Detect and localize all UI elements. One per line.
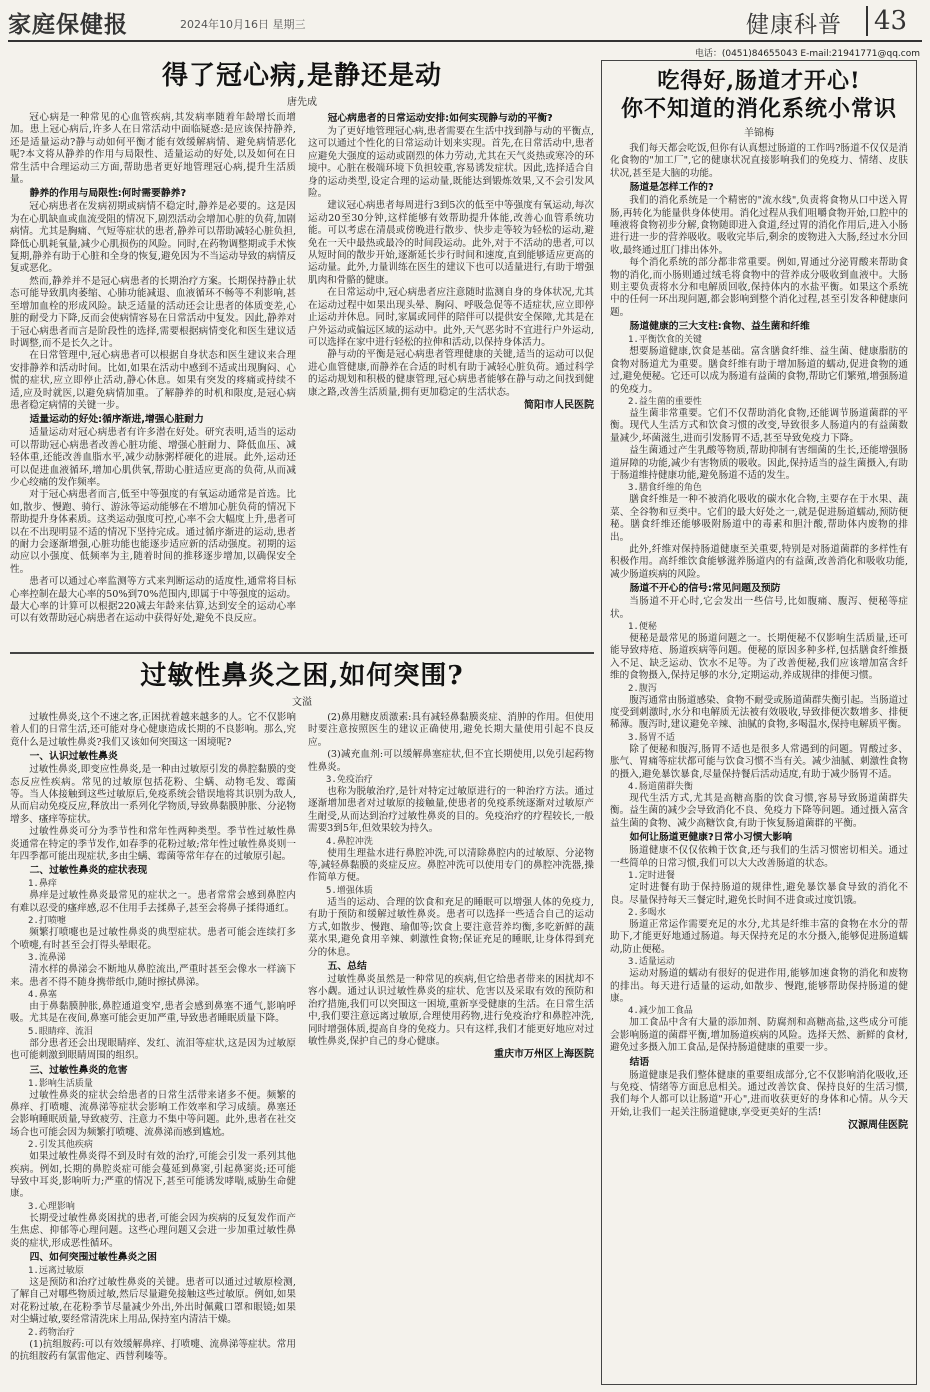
paragraph: 肠道正常运作需要充足的水分,尤其是纤维丰富的食物在水分的帮助下,才能更好地通过肠道。每天保持充足的水分摄入,能够促进肠道蠕动,防止便秘。 bbox=[610, 918, 908, 955]
subheading: 3.肠胃不适 bbox=[628, 732, 675, 743]
paragraph: 加工食品中含有大量的添加剂、防腐剂和高糖高盐,这些成分可能会影响肠道的菌群平衡,增加肠道疾病的风险。选择天然、新鲜的食材,避免过多摄入加工食品,是保持肠道健康的重要一步。 bbox=[610, 1017, 908, 1054]
article-coronary bbox=[10, 60, 594, 645]
date-text: 2024年10月16日 bbox=[180, 18, 269, 31]
paragraph: (3)减充血剂:可以缓解鼻塞症状,但不宜长期使用,以免引起药物性鼻炎。 bbox=[308, 749, 594, 773]
paragraph: 腹泻通常由肠道感染、食物不耐受或肠道菌群失衡引起。当肠道过度受到刺激时,水分和电解质无法被有效吸收,导致排便次数增多、排便稀薄。腹泻时,建议避免辛辣、油腻的食物,多喝温水,保持电解质平衡。 bbox=[610, 694, 908, 731]
weekday-text: 星期三 bbox=[272, 18, 306, 31]
paragraph: 肠道健康不仅仅依赖于饮食,还与我们的生活习惯密切相关。通过一些简单的日常习惯,我们可以大大改善肠道的状态。 bbox=[610, 845, 908, 869]
paragraph: 想要肠道健康,饮食是基础。富含膳食纤维、益生菌、健康脂肪的食物对肠道尤为重要。膳食纤维有助于增加肠道的蠕动,促进食物的通过,避免便秘。它还可以成为肠道有益菌的食物,帮助它们繁殖,增强肠道的免疫力。 bbox=[610, 346, 908, 395]
article-title-line2: 你不知道的消化系统小常识 bbox=[620, 96, 897, 122]
paragraph: 然而,静养并不是冠心病患者的长期治疗方案。长期保持静止状态可能导致肌肉萎缩、心肺功能减退、血液循环不畅等不利影响,甚至增加血栓的形成风险。缺乏适量的活动还会让患者的体质变差,心脏的耐受力下降,反而会使病情容易在日常活动中复发。因此,静养对于冠心病患者而言是阶段性的选择,需要根据病情变化和医生建议适时调整,而不是长久之计。 bbox=[10, 275, 296, 349]
paragraph: 清水样的鼻涕会不断地从鼻腔流出,严重时甚至会像水一样滴下来。患者不得不随身携带纸巾,随时擦拭鼻涕。 bbox=[10, 964, 296, 988]
paragraph: 适量运动对冠心病患者有许多潜在好处。研究表明,适当的运动可以帮助冠心病患者改善心脏功能、增强心脏耐力、降低血压、减轻体重,还能改善血脂水平,减少动脉粥样硬化的进展。此外,运动还可以促进血液循环,增加心肌供氧,帮助心脏适应更高的负荷,从而减少心绞痛的发作频率。 bbox=[10, 427, 296, 488]
article-body bbox=[10, 112, 594, 636]
section-heading: 静养的作用与局限性:何时需要静养? bbox=[29, 188, 187, 200]
article-source: 重庆市万州区上海医院 bbox=[494, 1049, 594, 1061]
paragraph: 定时进餐有助于保持肠道的规律性,避免暴饮暴食导致的消化不良。尽量保持每天三餐定时,避免长时间不进食或过度饥饿。 bbox=[610, 882, 908, 906]
section-heading: 四、如何突围过敏性鼻炎之困 bbox=[29, 1252, 157, 1263]
page-header bbox=[8, 6, 922, 40]
section-heading: 冠心病患者的日常运动安排:如何实现静与动的平衡? bbox=[327, 113, 553, 124]
section-heading: 二、过敏性鼻炎的症状表现 bbox=[29, 865, 148, 877]
paragraph: 长期受过敏性鼻炎困扰的患者,可能会因为疾病的反复发作而产生焦虑、抑郁等心理问题。这些心理问题又会进一步加重过敏性鼻炎的症状,形成恶性循环。 bbox=[10, 1212, 296, 1249]
subheading: 5.眼睛痒、流泪 bbox=[28, 1026, 93, 1037]
paragraph: 益生菌非常重要。它们不仅帮助消化食物,还能调节肠道菌群的平衡。现代人生活方式和饮食习惯的改变,导致很多人肠道内的有益菌数量减少,坏菌滋生,进而引发肠胃不适,甚至导致免疫力下降。 bbox=[610, 407, 908, 444]
paragraph: 频繁打喷嚏也是过敏性鼻炎的典型症状。患者可能会连续打多个喷嚏,有时甚至会打得头晕眼花。 bbox=[10, 927, 296, 951]
paragraph: 我们的消化系统是一个精密的"流水线",负责将食物从口中送入胃肠,再转化为能量供身体使用。消化过程从我们咀嚼食物开始,口腔中的唾液将食物初步分解,食物随即进入食道,经过胃的消化作用后,进入小肠进行进一步的营养吸收。吸收完毕后,剩余的废物进入大肠,经过水分回收,最终通过肛门排出体外。 bbox=[610, 195, 908, 256]
subheading: 5.增强体质 bbox=[326, 885, 373, 896]
paragraph: 适当的运动、合理的饮食和充足的睡眠可以增强人体的免疫力,有助于预防和缓解过敏性鼻炎。患者可以选择一些适合自己的运动方式,如散步、慢跑、瑜伽等;饮食上要注意营养均衡,多吃新鲜的蔬菜水果,避免食用辛辣、刺激性食物;保证充足的睡眠,让身体得到充分的休息。 bbox=[308, 896, 594, 958]
paragraph: 肠道健康是我们整体健康的重要组成部分,它不仅影响消化吸收,还与免疫、情绪等方面息息相关。通过改善饮食、保持良好的生活习惯,我们每个人都可以让肠道"开心",进而收获更好的身体和心情。从今天开始,让我们一起关注肠道健康,享受更美好的生活! bbox=[610, 1069, 908, 1118]
paragraph: 对于冠心病患者而言,低至中等强度的有氧运动通常是首选。比如,散步、慢跑、骑行、游泳等运动能够在不增加心脏负荷的情况下帮助提升身体素质。这类运动强度可控,心率不会大幅度上升,患者可以在不出现明显不适的情况下坚持完成。通过循序渐进的运动,患者的耐力会逐渐增强,心脏功能也能逐步适应新的活动强度。初期的运动应以小强度、低频率为主,随着时间的推移逐步增加,以确保安全性。 bbox=[10, 489, 296, 575]
paragraph: 膳食纤维是一种不被消化吸收的碳水化合物,主要存在于水果、蔬菜、全谷物和豆类中。它们的最大好处之一,就是促进肠道蠕动,预防便秘。膳食纤维还能够吸附肠道中的毒素和胆汁酸,帮助体内废物的排出。 bbox=[610, 494, 908, 543]
subheading: 4.鼻塞 bbox=[28, 989, 57, 1000]
paragraph: 部分患者还会出现眼睛痒、发红、流泪等症状,这是因为过敏原也可能刺激到眼睛周围的组织。 bbox=[10, 1037, 296, 1062]
paragraph: 这是预防和治疗过敏性鼻炎的关键。患者可以通过过敏原检测,了解自己对哪些物质过敏,然后尽量避免接触这些过敏原。例如,如果对花粉过敏,在花粉季节尽量减少外出,外出时佩戴口罩和眼镜;如果对尘螨过敏,要经常清洗床上用品,保持室内清洁干燥。 bbox=[10, 1277, 296, 1326]
subheading: 2.药物治疗 bbox=[28, 1327, 75, 1338]
paragraph: 每个消化系统的部分都非常重要。例如,胃通过分泌胃酸来帮助食物的消化,而小肠则通过绒毛将食物中的营养成分吸收到血液中。大肠则主要负责将水分和电解质回收,保持体内的水盐平衡。如果这个系统中的任何一环出现问题,都会影响到整个消化过程,甚至引发各种健康问题。 bbox=[610, 257, 908, 318]
paragraph: 便秘是最常见的肠道问题之一。长期便秘不仅影响生活质量,还可能导致痔疮、肠道疾病等问题。便秘的原因多种多样,包括膳食纤维摄入不足、缺乏运动、饮水不足等。为了改善便秘,我们应该增加富含纤维的食物摄入,保持足够的水分,定期运动,养成规律的排便习惯。 bbox=[610, 633, 908, 682]
paragraph: 在日常管理中,冠心病患者可以根据自身状态和医生建议来合理安排静养和活动时间。比如,如果在活动中感到不适或出现胸闷、心慌的症状,应立即停止活动,静心休息。如果有突发的疼痛或持续不适,应及时就医,以避免病情加重。了解静养的时机和限度,是冠心病患者稳定病情的关键一步。 bbox=[10, 350, 296, 411]
article-title-line1: 吃得好,肠道才开心! bbox=[657, 68, 861, 94]
section-title: 健康科普 bbox=[746, 12, 842, 38]
paragraph: 除了便秘和腹泻,肠胃不适也是很多人常遇到的问题。胃酸过多、胀气、胃痛等症状都可能与饮食习惯不当有关。减少油腻、刺激性食物的摄入,避免暴饮暴食,尽量保持餐后活动适度,有助于减少肠胃不适。 bbox=[610, 743, 908, 780]
section-heading: 结语 bbox=[629, 1056, 650, 1068]
subheading: 3.免疫治疗 bbox=[326, 775, 373, 786]
paragraph: 冠心病是一种常见的心血管疾病,其发病率随着年龄增长而增加。患上冠心病后,许多人在日常活动中面临疑惑:是应该保持静养,还是适量运动?静与动如何平衡才能有效缓解病情、避免病情恶化呢?本文将从静养的作用与局限性、适量运动的好处,以及如何在日常生活中合理运动三方面,帮助患者更好地管理冠心病,提升生活质量。 bbox=[10, 112, 296, 186]
paragraph: 患者可以通过心率监测等方式来判断运动的适度性,通常将目标心率控制在最大心率的50%到70%范围内,即属于中等强度的运动。最大心率的计算可以根据220减去年龄来估算,达到安全的运动心率可以有效帮助冠心病患者在运动中获得好处,避免不良反应。 bbox=[10, 576, 296, 625]
subheading: 1.鼻痒 bbox=[28, 879, 57, 890]
paper-masthead: 家庭保健报 bbox=[8, 11, 128, 38]
paragraph: 冠心病患者在发病初期或病情不稳定时,静养是必要的。这是因为在心肌缺血或血流受阻的情况下,剧烈活动会增加心脏的负荷,加剧病情。尤其是胸痛、气短等症状的患者,静养可以帮助减轻心脏负担,降低心肌耗氧量,减少心肌损伤的风险。同时,在药物调整期或手术恢复期,静养有助于心脏和全身的恢复,避免因为不当运动导致的病情反复或恶化。 bbox=[10, 201, 296, 275]
article-body bbox=[10, 712, 594, 1382]
header-rule bbox=[8, 40, 922, 42]
article-divider bbox=[10, 652, 594, 654]
paragraph: 由于鼻黏膜肿胀,鼻腔通道变窄,患者会感到鼻塞不通气,影响呼吸。尤其是在夜间,鼻塞可能会更加严重,导致患者睡眠质量下降。 bbox=[10, 1000, 296, 1025]
article-body bbox=[610, 143, 908, 1133]
paragraph: 此外,纤维对保持肠道健康至关重要,特别是对肠道菌群的多样性有积极作用。高纤维饮食能够滋养肠道内的有益菌,改善消化和吸收功能,减少肠道疾病的风险。 bbox=[610, 543, 908, 580]
paragraph: 我们每天都会吃饭,但你有认真想过肠道的工作吗?肠道不仅仅是消化食物的"加工厂",它的健康状况直接影响我们的免疫力、情绪、皮肤状况,甚至是大脑的功能。 bbox=[610, 143, 908, 179]
section-heading: 肠道是怎样工作的? bbox=[629, 182, 714, 194]
paragraph: (1)抗组胺药:可以有效缓解鼻痒、打喷嚏、流鼻涕等症状。常用的抗组胺药有氯雷他定、西替利嗪等。 bbox=[10, 1338, 296, 1363]
paragraph: 过敏性鼻炎的症状会给患者的日常生活带来诸多不便。频繁的鼻痒、打喷嚏、流鼻涕等症状会影响工作效率和学习成绩。鼻塞还会影响睡眠质量,导致疲劳、注意力不集中等问题。此外,患者在社交场合也可能会因为频繁打喷嚏、流鼻涕而感到尴尬。 bbox=[10, 1089, 296, 1138]
paragraph: 也称为脱敏治疗,是针对特定过敏原进行的一种治疗方法。通过逐渐增加患者对过敏原的接触量,使患者的免疫系统逐渐对过敏原产生耐受,从而达到治疗过敏性鼻炎的目的。免疫治疗的疗程较长,一般需要3到5年,但效果较为持久。 bbox=[308, 786, 594, 835]
subheading: 2.腹泻 bbox=[628, 683, 657, 694]
subheading: 4.减少加工食品 bbox=[628, 1006, 693, 1017]
subheading: 2.引发其他疾病 bbox=[28, 1140, 93, 1151]
article-author: 羊锦梅 bbox=[744, 128, 774, 139]
subheading: 1.定时进餐 bbox=[628, 871, 675, 882]
section-heading: 一、认识过敏性鼻炎 bbox=[29, 751, 118, 763]
section-heading: 五、总结 bbox=[327, 960, 367, 972]
subheading: 3.膳食纤维的角色 bbox=[628, 483, 702, 494]
subheading: 1.平衡饮食的关键 bbox=[628, 335, 702, 346]
paragraph: 过敏性鼻炎,即变应性鼻炎,是一种由过敏原引发的鼻腔黏膜的变态反应性疾病。常见的过敏原包括花粉、尘螨、动物毛发、霉菌等。当人体接触到这些过敏原后,免疫系统会错误地将其识别为敌人,从而启动免疫反应,释放出一系列化学物质,导致鼻黏膜肿胀、分泌物增多、瘙痒等症状。 bbox=[10, 764, 296, 825]
article-gut-health bbox=[601, 60, 917, 1385]
paragraph: 建议冠心病患者每周进行3到5次的低至中等强度有氧运动,每次运动20至30分钟,这样能够有效帮助提升体能,改善心血管系统功能。可以考虑在清晨或傍晚进行散步、快步走等较为轻松的运动,避免在一天中最热或最冷的时间段运动。此外,对于不活动的患者,可以从短时间的散步开始,逐渐延长步行时间和速度,直到能够适应更高的运动量。此外,力量训练在医生的建议下也可以适量进行,有助于增强肌肉和骨骼的健康。 bbox=[308, 200, 594, 286]
article-rhinitis bbox=[10, 660, 594, 1385]
paragraph: 当肠道不开心时,它会发出一些信号,比如腹痛、腹泻、便秘等症状。 bbox=[610, 596, 908, 620]
paragraph: 为了更好地管理冠心病,患者需要在生活中找到静与动的平衡点,这可以通过个性化的日常运动计划来实现。首先,在日常活动中,患者应避免大强度的运动或剧烈的体力劳动,尤其在天气炎热或寒冷的环境中。心脏在极端环境下负担较重,容易诱发症状。因此,选择适合自身的运动类型,设定合理的运动量,既能达到锻炼效果,又不会引发风险。 bbox=[308, 126, 594, 200]
article-source: 汉源周佳医院 bbox=[848, 1120, 908, 1132]
section-heading: 肠道健康的三大支柱:食物、益生菌和纤维 bbox=[629, 321, 810, 333]
subheading: 2.益生菌的重要性 bbox=[628, 396, 702, 407]
subheading: 3.流鼻涕 bbox=[28, 953, 66, 964]
paragraph: 益生菌通过产生乳酸等物质,帮助抑制有害细菌的生长,还能增强肠道屏障的功能,减少有害物质的吸收。因此,保持适当的益生菌摄入,有助于肠道维持健康功能,避免肠道不适的发生。 bbox=[610, 445, 908, 481]
article-title: 过敏性鼻炎之困,如何突围? bbox=[140, 661, 464, 691]
paragraph: 过敏性鼻炎可分为季节性和常年性两种类型。季节性过敏性鼻炎通常在特定的季节发作,如春季的花粉过敏;常年性过敏性鼻炎则一年四季都可能出现症状,多由尘螨、霉菌等常年存在的过敏原引起。 bbox=[10, 826, 296, 863]
paragraph: 现代生活方式,尤其是高糖高脂的饮食习惯,容易导致肠道菌群失衡。益生菌的减少会导致消化不良、免疫力下降等问题。通过摄入富含益生菌的食物、减少高糖饮食,有助于恢复肠道菌群的平衡。 bbox=[610, 793, 908, 829]
subheading: 2.多喝水 bbox=[628, 907, 666, 918]
section-heading: 如何让肠道更健康?日常小习惯大影响 bbox=[629, 832, 793, 844]
article-author: 唐先成 bbox=[287, 97, 317, 108]
section-heading: 三、过敏性鼻炎的危害 bbox=[29, 1064, 128, 1076]
paragraph: 过敏性鼻炎,这个不速之客,正困扰着越来越多的人。它不仅影响着人们的日常生活,还可能对身心健康造成长期的不良影响。那么,究竟什么是过敏性鼻炎?我们又该如何突围这一困境呢? bbox=[10, 712, 296, 748]
paragraph: 运动对肠道的蠕动有很好的促进作用,能够加速食物的消化和废物的排出。每天进行适量的运动,如散步、慢跑,能够帮助保持肠道的健康。 bbox=[610, 968, 908, 1004]
subheading: 4.鼻腔冲洗 bbox=[326, 836, 373, 847]
paragraph: 如果过敏性鼻炎得不到及时有效的治疗,可能会引发一系列其他疾病。例如,长期的鼻腔炎症可能会蔓延到鼻窦,引起鼻窦炎;还可能导致中耳炎,影响听力;严重的情况下,甚至可能诱发哮喘,威胁生命健康。 bbox=[10, 1151, 296, 1200]
subheading: 4.肠道菌群失衡 bbox=[628, 782, 693, 793]
paragraph: 静与动的平衡是冠心病患者管理健康的关键,适当的运动可以促进心血管健康,而静养在合适的时机有助于减轻心脏负荷。通过科学的运动规划和积极的健康管理,冠心病患者能够在静与动之间找到健康之路,改善生活质量,拥有更加稳定的生活状态。 bbox=[308, 349, 594, 398]
subheading: 2.打喷嚏 bbox=[28, 916, 66, 927]
subheading: 1.便秘 bbox=[628, 622, 657, 632]
subheading: 1.远离过敏原 bbox=[28, 1266, 84, 1276]
section-heading: 适量运动的好处:循序渐进,增强心脏耐力 bbox=[29, 414, 204, 426]
subheading: 3.适量运动 bbox=[628, 957, 675, 968]
section-heading: 肠道不开心的信号:常见问题及预防 bbox=[629, 583, 781, 595]
subheading: 1.影响生活质量 bbox=[28, 1078, 93, 1089]
paragraph: 过敏性鼻炎虽然是一种常见的疾病,但它给患者带来的困扰却不容小觑。通过认识过敏性鼻炎的症状、危害以及采取有效的预防和治疗措施,我们可以突围这一困境,重新享受健康的生活。在日常生活中,我们要注意远离过敏原,合理使用药物,进行免疫治疗和鼻腔冲洗,同时增强体质,提高自身的免疫力。只有这样,我们才能更好地应对过敏性鼻炎,保护自己的身心健康。 bbox=[308, 973, 594, 1047]
paragraph: 使用生理盐水进行鼻腔冲洗,可以清除鼻腔内的过敏原、分泌物等,减轻鼻黏膜的炎症反应。鼻腔冲洗可以使用专门的鼻腔冲洗器,操作简单方便。 bbox=[308, 847, 594, 884]
page-number: 43 bbox=[866, 6, 907, 36]
article-source: 简阳市人民医院 bbox=[524, 399, 594, 411]
issue-date bbox=[180, 16, 306, 32]
paragraph: 在日常运动中,冠心病患者应注意随时监测自身的身体状况,尤其在运动过程中如果出现头晕、胸闷、呼吸急促等不适症状,应立即停止运动并休息。同时,家属或同伴的陪伴可以提供安全保障,尤其是在户外运动或偏远区域的运动中。此外,天气恶劣时不宜进行户外运动,可以选择在家中进行轻松的拉伸和活动,以保持身体活力。 bbox=[308, 287, 594, 348]
paragraph: (2)鼻用糖皮质激素:具有减轻鼻黏膜炎症、消肿的作用。但使用时要注意按照医生的建议正确使用,避免长期大量使用引起不良反应。 bbox=[308, 712, 594, 748]
paragraph: 鼻痒是过敏性鼻炎最常见的症状之一。患者常常会感到鼻腔内有难以忍受的瘙痒感,忍不住用手去揉鼻子,甚至会将鼻子揉得通红。 bbox=[10, 890, 296, 914]
article-title: 得了冠心病,是静还是动 bbox=[161, 61, 443, 91]
subheading: 3.心理影响 bbox=[28, 1201, 75, 1212]
contact-info: 电话：(0451)84655043 E-mail:21941771@qq.com bbox=[694, 49, 920, 59]
article-author: 文溢 bbox=[292, 697, 312, 708]
